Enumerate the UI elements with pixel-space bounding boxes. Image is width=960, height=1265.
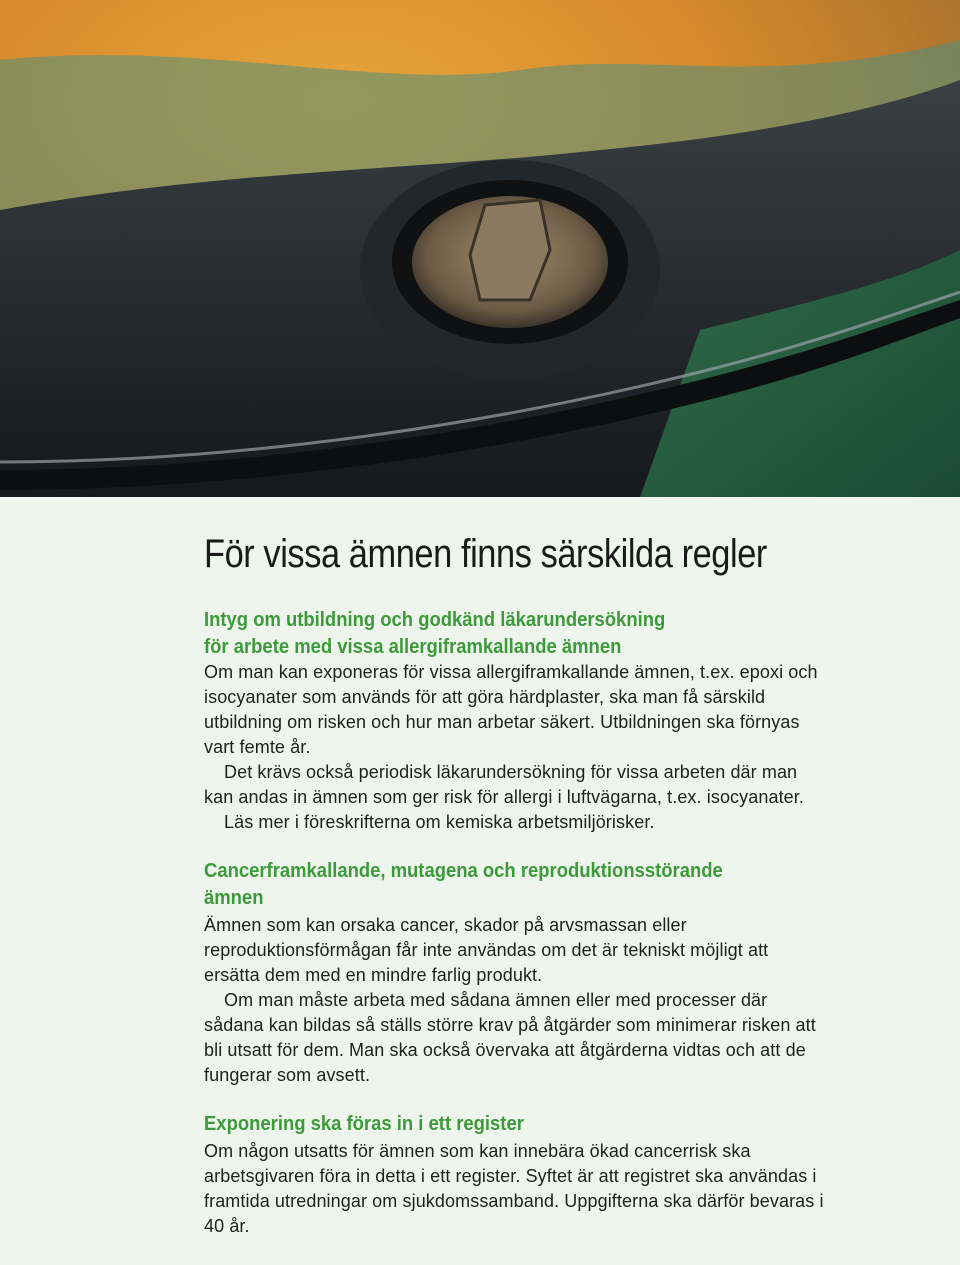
article xyxy=(204,528,824,1261)
barrel-illustration xyxy=(0,0,960,497)
section-heading: Cancerframkallande, mutagena och reproduktionsstörande ämnen xyxy=(204,859,723,909)
paragraph: Om man kan exponeras för vissa allergiframkallande ämnen, t.ex. epoxi och isocyanater som används för att göra härdplaster, ska man få särskild utbildning om risken och hur man arbetar säkert. Utbildningen ska förnyas vart femte år. xyxy=(204,662,818,757)
paragraph: Om man måste arbeta med sådana ämnen eller med processer där sådana kan bildas så ställs större krav på åtgärder som minimerar risken att bli utsatt för dem. Man ska också övervaka att åtgärderna vidtas och att de fungerar som avsett. xyxy=(204,990,816,1085)
section-register xyxy=(204,1110,824,1239)
section-carcinogens xyxy=(204,857,824,1088)
paragraph: Läs mer i föreskrifterna om kemiska arbetsmiljörisker. xyxy=(224,812,655,832)
section-heading: Exponering ska föras in i ett register xyxy=(204,1112,524,1135)
paragraph: Ämnen som kan orsaka cancer, skador på arvsmassan eller reproduktionsförmågan får inte användas om det är tekniskt möjligt att ersätta dem med en mindre farlig produkt. xyxy=(204,915,769,985)
section-allergy xyxy=(204,606,824,835)
section-heading: Intyg om utbildning och godkänd läkarundersökning för arbete med vissa allergiframkallande ämnen xyxy=(204,608,666,658)
paragraph: Om någon utsatts för ämnen som kan innebära ökad cancerrisk ska arbetsgivaren föra in detta i ett register. Syftet är att registret ska användas i framtida utredningar om sjukdomssamband. Uppgifterna ska därför bevaras i 40 år. xyxy=(204,1141,824,1236)
page-title: För vissa ämnen finns särskilda regler xyxy=(204,532,767,576)
hero-photo-rusty-barrel xyxy=(0,0,960,497)
paragraph: Det krävs också periodisk läkarundersökning för vissa arbeten där man kan andas in ämnen som ger risk för allergi i luftvägarna, t.ex. isocyanater. xyxy=(204,762,804,807)
